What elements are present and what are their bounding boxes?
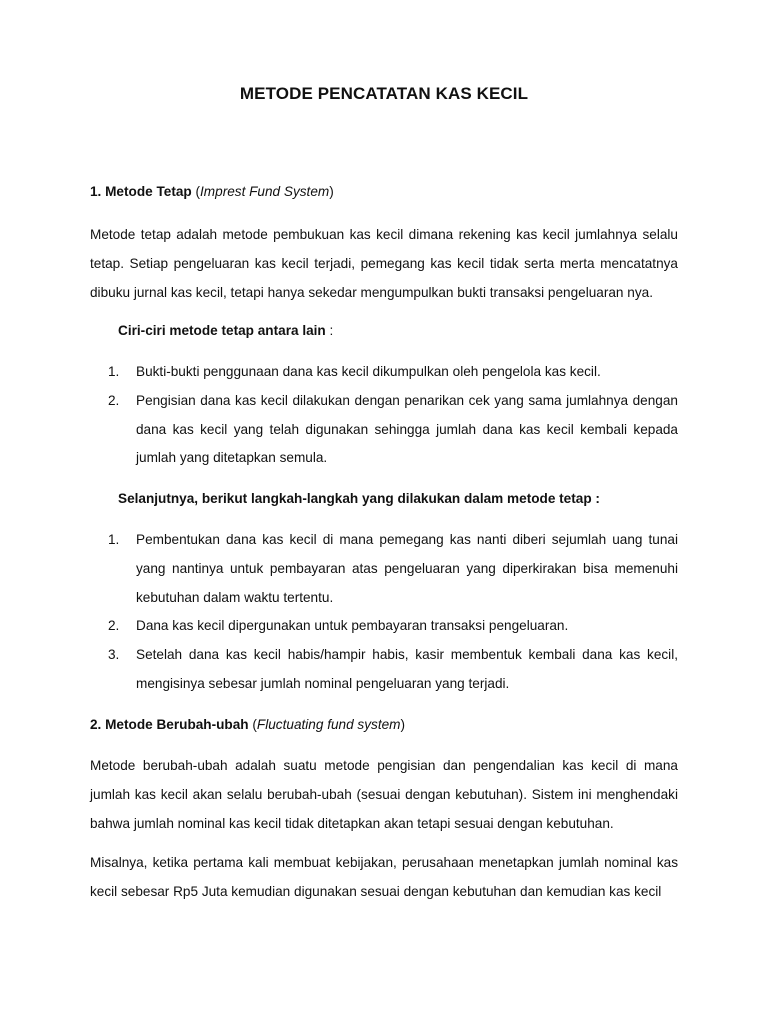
section-1-paragraph: Metode tetap adalah metode pembukuan kas kecil dimana rekening kas kecil jumlahnya selalu tetap. Setiap pengeluaran kas kecil terjadi, pemegang kas kecil tidak serta merta mencatatnya dibuku jurnal kas kecil, tetapi hanya sekedar mengumpulkan bukti transaksi pengeluaran nya. — [90, 227, 678, 300]
section-1-heading-label: 1. Metode Tetap — [90, 184, 192, 199]
list-item-text: Pembentukan dana kas kecil di mana pemegang kas nanti diberi sejumlah uang tunai yang nantinya untuk pembayaran atas pengeluaran yang diperkirakan bisa memenuhi kebutuhan dalam waktu tertentu. — [136, 532, 678, 605]
features-list — [108, 358, 678, 473]
section-2-heading-label: 2. Metode Berubah-ubah — [90, 717, 249, 732]
features-subheading-colon: : — [325, 323, 334, 338]
list-item-text: Dana kas kecil dipergunakan untuk pembayaran transaksi pengeluaran. — [136, 618, 569, 634]
document-title: METODE PENCATATAN KAS KECIL — [239, 84, 529, 103]
section-2-heading-open: ( — [248, 717, 257, 732]
list-item-number: 1. — [108, 364, 120, 379]
features-subheading-label: Ciri-ciri metode tetap antara lain — [118, 323, 326, 338]
list-item-number: 2. — [108, 618, 120, 634]
list-item-text: Bukti-bukti penggunaan dana kas kecil dikumpulkan oleh pengelola kas kecil. — [136, 364, 601, 379]
section-1-heading-term: Imprest Fund System — [200, 184, 330, 199]
list-item — [108, 612, 678, 641]
steps-list — [108, 526, 678, 699]
list-item-text: Setelah dana kas kecil habis/hampir habis, kasir membentuk kembali dana kas kecil, mengisinya sebesar jumlah nominal pengeluaran yang terjadi. — [136, 647, 678, 691]
list-item-number: 1. — [108, 532, 120, 547]
list-item — [108, 358, 678, 387]
list-item-text: Pengisian dana kas kecil dilakukan dengan penarikan cek yang sama jumlahnya dengan dana kas kecil yang telah digunakan sehingga jumlah dana kas kecil kembali kepada jumlah yang ditetapkan semula. — [136, 392, 678, 466]
features-subheading — [118, 321, 678, 341]
list-item-number: 2. — [108, 392, 120, 408]
section-2-heading-close: ) — [400, 717, 406, 732]
list-item-number: 3. — [108, 647, 120, 663]
section-1-heading-open: ( — [191, 184, 201, 199]
section-2-heading — [90, 715, 678, 735]
section-2-paragraph-2: Misalnya, ketika pertama kali membuat kebijakan, perusahaan menetapkan jumlah nominal kas kecil sebesar Rp5 Juta kemudian digunakan sesuai dengan kebutuhan dan kemudian kas kecil — [90, 855, 678, 899]
section-2-heading-term: Fluctuating fund system — [256, 717, 401, 732]
list-item — [108, 641, 678, 699]
list-item — [108, 526, 678, 612]
section-1-heading-close: ) — [329, 184, 334, 199]
section-2-paragraph-1: Metode berubah-ubah adalah suatu metode pengisian dan pengendalian kas kecil di mana jumlah kas kecil akan selalu berubah-ubah (sesuai dengan kebutuhan). Sistem ini menghendaki bahwa jumlah nominal kas kecil tidak ditetapkan akan tetapi sesuai dengan kebutuhan. — [90, 758, 678, 831]
section-1-heading — [90, 182, 678, 202]
list-item — [108, 387, 678, 473]
steps-subheading: Selanjutnya, berikut langkah-langkah yang dilakukan dalam metode tetap : — [118, 491, 600, 506]
